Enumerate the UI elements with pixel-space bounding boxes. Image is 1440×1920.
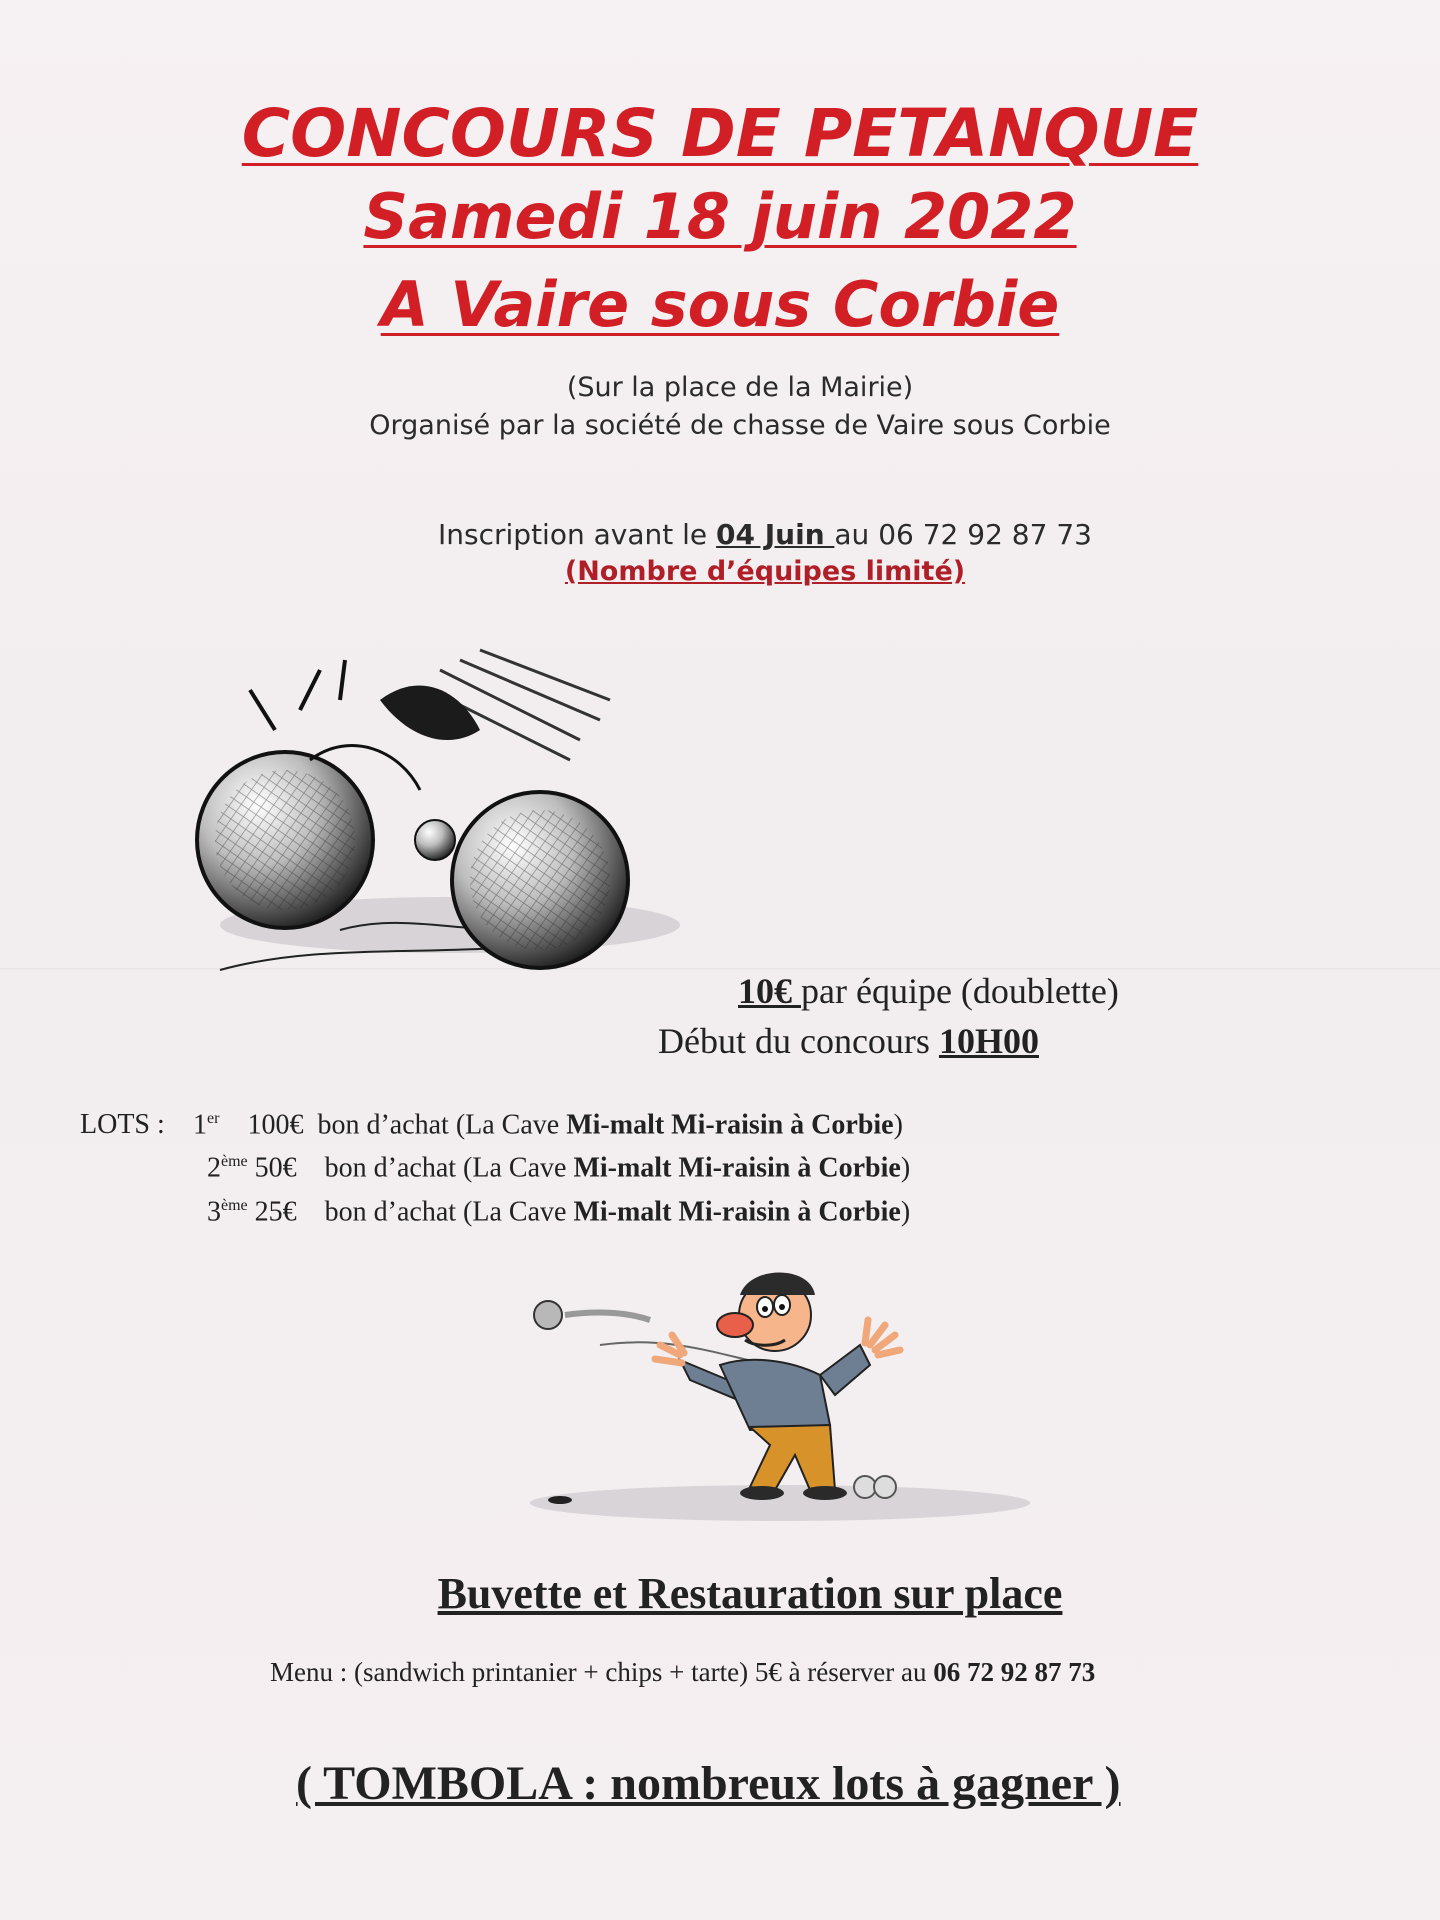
title-line-1: CONCOURS DE PETANQUE xyxy=(241,95,1199,172)
menu-phone: 06 72 92 87 73 xyxy=(933,1657,1096,1687)
price-amount: 10€ xyxy=(738,971,801,1011)
location-place: (Sur la place de la Mairie) xyxy=(566,372,914,403)
prize-row-2: 2ème 50€ bon d’achat (La Cave Mi-malt Mi-raisin à Corbie) xyxy=(207,1152,911,1184)
prize-list xyxy=(80,1100,910,1230)
organizer-text: Organisé par la société de chasse de Vaire sous Corbie xyxy=(369,410,1111,441)
buvette-heading: Buvette et Restauration sur place xyxy=(437,1569,1063,1618)
cartoon-player-illustration xyxy=(490,1255,1030,1530)
prize-row-3: 3ème 25€ bon d’achat (La Cave Mi-malt Mi-raisin à Corbie) xyxy=(207,1195,911,1227)
menu-line: Menu : (sandwich printanier + chips + tarte) 5€ à réserver au 06 72 92 87 73 xyxy=(270,1657,1096,1687)
petanque-balls-illustration xyxy=(180,640,720,990)
title-line-3: A Vaire sous Corbie xyxy=(380,268,1060,341)
price-line: 10€ par équipe (doublette) xyxy=(738,971,1119,1011)
inscription-date: 04 Juin xyxy=(716,518,835,551)
title-line-2: Samedi 18 juin 2022 xyxy=(363,180,1077,253)
inscription-line: Inscription avant le 04 Juin au 06 72 92 87 73 xyxy=(438,518,1092,551)
tombola-line: ( TOMBOLA : nombreux lots à gagner ) xyxy=(296,1757,1121,1810)
start-time: 10H00 xyxy=(938,1021,1039,1061)
team-limit-note: (Nombre d’équipes limité) xyxy=(564,556,966,587)
start-line: Début du concours 10H00 xyxy=(658,1021,1039,1061)
prize-row-1: LOTS :1er 100€ bon d’achat (La Cave Mi-malt Mi-raisin à Corbie) xyxy=(80,1109,903,1141)
